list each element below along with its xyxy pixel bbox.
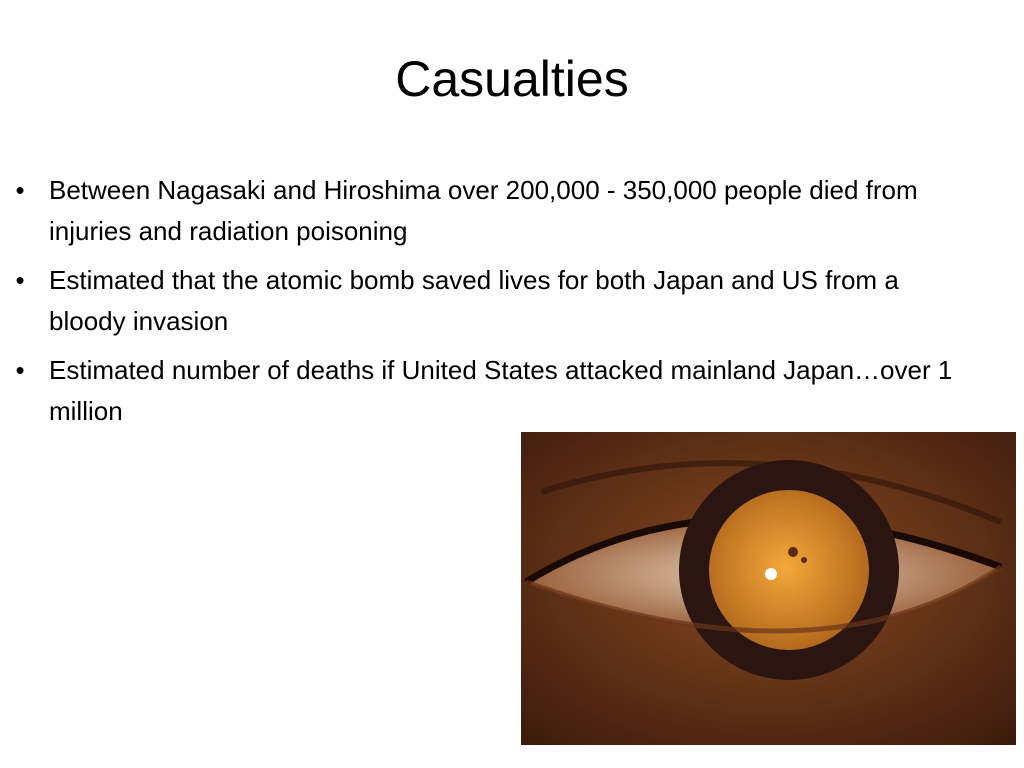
eye-photo bbox=[521, 432, 1016, 745]
eye-spot bbox=[788, 547, 798, 557]
bullet-text: Estimated that the atomic bomb saved lives for both Japan and US from a bloody invasion bbox=[49, 265, 899, 336]
eye-illustration bbox=[521, 432, 1016, 745]
bullet-text: Estimated number of deaths if United States attacked mainland Japan…over 1 million bbox=[49, 355, 953, 426]
bullet-list bbox=[10, 170, 960, 440]
eye-highlight bbox=[765, 568, 777, 580]
bullet-item bbox=[10, 350, 960, 432]
eye-spot bbox=[801, 557, 807, 563]
bullet-item bbox=[10, 170, 960, 252]
slide-title: Casualties bbox=[395, 51, 629, 107]
bullet-item bbox=[10, 260, 960, 342]
bullet-marker: • bbox=[15, 355, 25, 385]
bullet-marker: • bbox=[15, 265, 25, 295]
bullet-text: Between Nagasaki and Hiroshima over 200,000 - 350,000 people died from injuries and radiation poisoning bbox=[49, 175, 918, 246]
bullet-marker: • bbox=[15, 175, 25, 205]
